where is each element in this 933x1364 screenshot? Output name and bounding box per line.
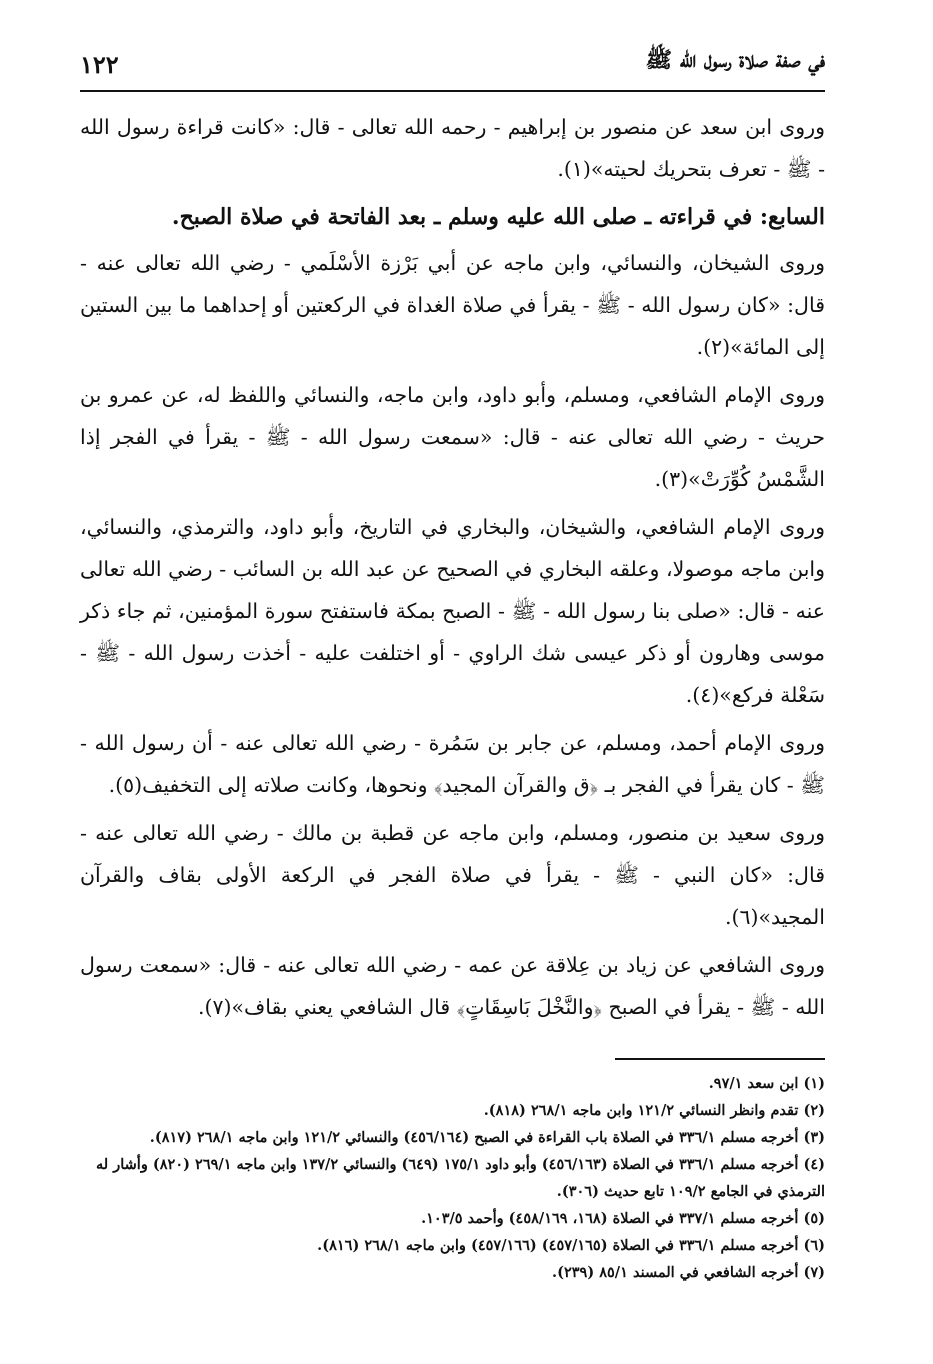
paragraph-2: وروى الشيخان، والنسائي، وابن ماجه عن أبي بَرْزة الأسْلَمي - رضي الله تعالى عنه - قال: «كان رسول الله - ﷺ - يقرأ في صلاة الغداة في الركعتين أو إحداهما ما بين الستين إلى المائة»(٢). [80, 251, 825, 359]
paragraph-1: وروى ابن سعد عن منصور بن إبراهيم - رحمه الله تعالى - قال: «كانت قراءة رسول الله - ﷺ - تعرف بتحريك لحيته»(١). [80, 115, 825, 181]
footnotes [80, 1070, 825, 1286]
footnote-4: (٤) أخرجه مسلم ٣٣٦/١ في الصلاة (٤٥٦/١٦٣) وأبو داود ١٧٥/١ (٦٤٩) والنسائي ١٣٧/٢ وابن ماجه ٢٦٩/١ (٨٢٠) وأشار له الترمذي في الجامع ١٠٩/٢ تابع حديث (٣٠٦). [96, 1156, 825, 1200]
section-heading: السابع: في قراءته ـ صلى الله عليه وسلم ـ بعد الفاتحة في صلاة الصبح. [171, 204, 825, 230]
footnote-3: (٣) أخرجه مسلم ٣٣٦/١ في الصلاة باب القراءة في الصبح (٤٥٦/١٦٤) والنسائي ١٢١/٢ وابن ماجه ٢٦٨/١ (٨١٧). [149, 1129, 825, 1146]
paragraph-6: وروى سعيد بن منصور، ومسلم، وابن ماجه عن قطبة بن مالك - رضي الله تعالى عنه - قال: «كان النبي - ﷺ - يقرأ في صلاة الفجر في الركعة الأولى بقاف والقرآن المجيد»(٦). [80, 821, 825, 929]
paragraph-5: وروى الإمام أحمد، ومسلم، عن جابر بن سَمُرة - رضي الله تعالى عنه - أن رسول الله - ﷺ - كان يقرأ في الفجر بـ ﴿ق والقرآن المجيد﴾ ونحوها، وكانت صلاته إلى التخفيف(٥). [80, 731, 825, 797]
page-number: ١٢٢ [80, 50, 119, 79]
footnote-1: (١) ابن سعد ٩٧/١. [708, 1075, 825, 1092]
paragraph-4: وروى الإمام الشافعي، والشيخان، والبخاري في التاريخ، وأبو داود، والترمذي، والنسائي، وابن ماجه موصولا، وعلقه البخاري في الصحيح عن عبد الله بن السائب - رضي الله تعالى عنه - قال: «صلى بنا رسول الله - ﷺ - الصبح بمكة فاستفتح سورة المؤمنين، ثم جاء ذكر موسى وهارون أو ذكر عيسى شك الراوي - أو اختلفت عليه - أخذت رسول الله - ﷺ - سَعْلة فركع»(٤). [80, 515, 825, 707]
book-page [80, 40, 825, 1340]
footnote-2: (٢) تقدم وانظر النسائي ١٢١/٢ وابن ماجه ٢٦٨/١ (٨١٨). [483, 1102, 825, 1119]
footnote-5: (٥) أخرجه مسلم ٣٣٧/١ في الصلاة (١٦٨، ٤٥٨/١٦٩) وأحمد ١٠٣/٥. [421, 1210, 825, 1227]
footnote-6: (٦) أخرجه مسلم ٣٣٦/١ في الصلاة (٤٥٧/١٦٥) (٤٥٧/١٦٦) وابن ماجه ٢٦٨/١ (٨١٦). [317, 1237, 825, 1254]
paragraph-3: وروى الإمام الشافعي، ومسلم، وأبو داود، وابن ماجه، والنسائي واللفظ له، عن عمرو بن حريث - رضي الله تعالى عنه - قال: «سمعت رسول الله - ﷺ - يقرأ في الفجر إذا الشَّمْسُ كُوِّرَتْ»(٣). [80, 383, 825, 491]
main-text [80, 106, 825, 1028]
running-header [80, 40, 825, 92]
footnote-rule [615, 1058, 825, 1060]
footnote-7: (٧) أخرجه الشافعي في المسند ٨٥/١ (٢٣٩). [552, 1264, 825, 1281]
running-title: في صفة صلاة رسول الله ﷺ [645, 47, 825, 73]
header-rule [80, 90, 825, 92]
paragraph-7: وروى الشافعي عن زياد بن عِلاقة عن عمه - رضي الله تعالى عنه - قال: «سمعت رسول الله - ﷺ - يقرأ في الصبح ﴿والنَّخْلَ بَاسِقَاتٍ﴾ قال الشافعي يعني بقاف»(٧). [80, 953, 825, 1019]
